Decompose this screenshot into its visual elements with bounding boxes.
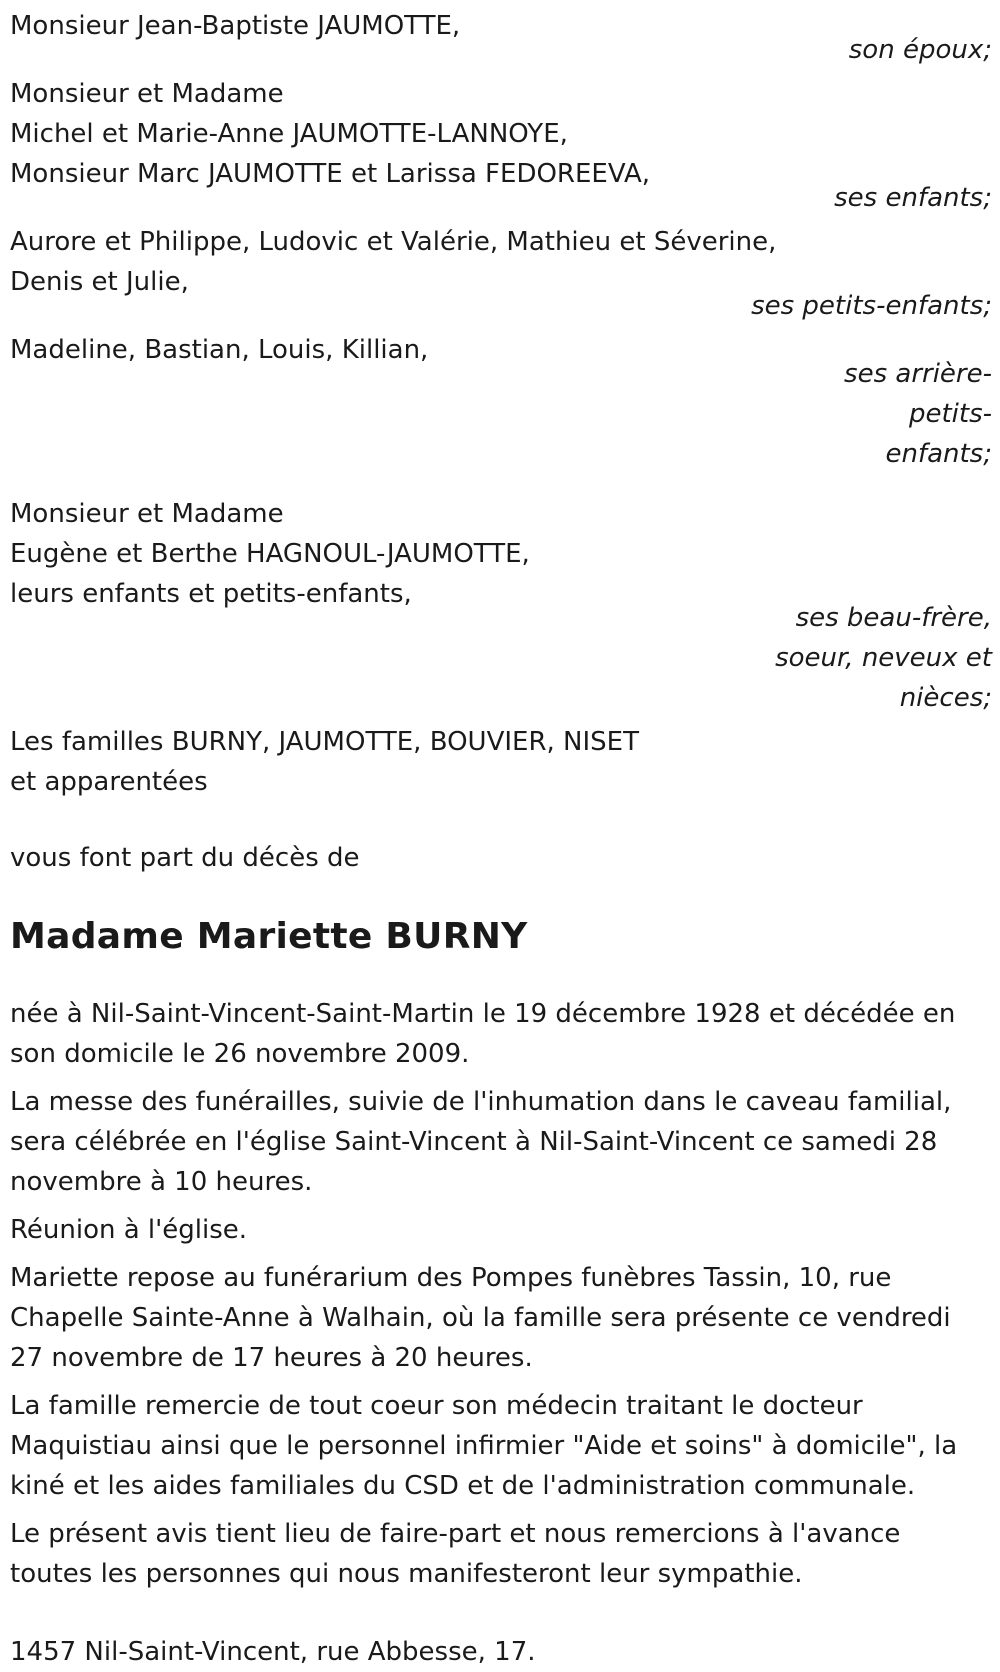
grandchildren-group	[10, 222, 992, 326]
families-group	[10, 722, 992, 802]
great-grandchildren-role-line: enfants;	[885, 439, 992, 469]
children-line: Monsieur Marc JAUMOTTE et Larissa FEDOREEVA,	[10, 159, 651, 189]
spouse-group	[10, 6, 992, 70]
thanks-paragraph: La famille remercie de tout coeur son médecin traitant le docteur Maquistiau ainsi que le personnel infirmier "Aide et soins" à domicile", la kiné et les aides familiales du CSD et de l'administration communale.	[10, 1391, 958, 1501]
spouse-role: son époux;	[848, 35, 992, 65]
notice-paragraph: Le présent avis tient lieu de faire-part et nous remercions à l'avance toutes les personnes qui nous manifesteront leur sympathie.	[10, 1519, 901, 1589]
grandchildren-line: Denis et Julie,	[10, 267, 189, 297]
great-grandchildren-line: Madeline, Bastian, Louis, Killian,	[10, 335, 429, 365]
address-line: 1457 Nil-Saint-Vincent, rue Abbesse, 17.	[10, 1637, 536, 1667]
announcement-text: vous font part du décès de	[10, 843, 360, 873]
in-laws-role	[762, 598, 992, 718]
great-grandchildren-role	[762, 354, 992, 474]
reunion-paragraph: Réunion à l'église.	[10, 1215, 248, 1245]
children-line: Michel et Marie-Anne JAUMOTTE-LANNOYE,	[10, 119, 568, 149]
children-role: ses enfants;	[834, 183, 992, 213]
spouse-name: Monsieur Jean-Baptiste JAUMOTTE,	[10, 11, 461, 41]
funerarium-paragraph: Mariette repose au funérarium des Pompes funèbres Tassin, 10, rue Chapelle Sainte-Anne à Walhain, où la famille sera présente ce vendredi 27 novembre de 17 heures à 20 heures.	[10, 1263, 951, 1373]
in-laws-group	[10, 494, 992, 718]
children-group	[10, 74, 992, 218]
deceased-name: Madame Mariette BURNY	[10, 916, 528, 957]
grandchildren-role: ses petits-enfants;	[751, 291, 992, 321]
in-laws-line: Eugène et Berthe HAGNOUL-JAUMOTTE,	[10, 539, 530, 569]
birth-death-paragraph: née à Nil-Saint-Vincent-Saint-Martin le 19 décembre 1928 et décédée en son domicile le 26 novembre 2009.	[10, 999, 956, 1069]
grandchildren-line: Aurore et Philippe, Ludovic et Valérie, Mathieu et Séverine,	[10, 227, 777, 257]
in-laws-line: Monsieur et Madame	[10, 499, 284, 529]
in-laws-role-line: ses beau-frère,	[795, 603, 992, 633]
families-line: Les familles BURNY, JAUMOTTE, BOUVIER, NISET	[10, 727, 639, 757]
great-grandchildren-group	[10, 330, 992, 474]
funeral-paragraph: La messe des funérailles, suivie de l'inhumation dans le caveau familial, sera célébrée en l'église Saint-Vincent à Nil-Saint-Vincent ce samedi 28 novembre à 10 heures.	[10, 1087, 952, 1197]
in-laws-role-line: nièces;	[899, 683, 992, 713]
families-line: et apparentées	[10, 767, 208, 797]
in-laws-role-line: soeur, neveux et	[775, 643, 992, 673]
in-laws-line: leurs enfants et petits-enfants,	[10, 579, 412, 609]
great-grandchildren-role-line: ses arrière-petits-	[844, 359, 992, 429]
children-line: Monsieur et Madame	[10, 79, 284, 109]
